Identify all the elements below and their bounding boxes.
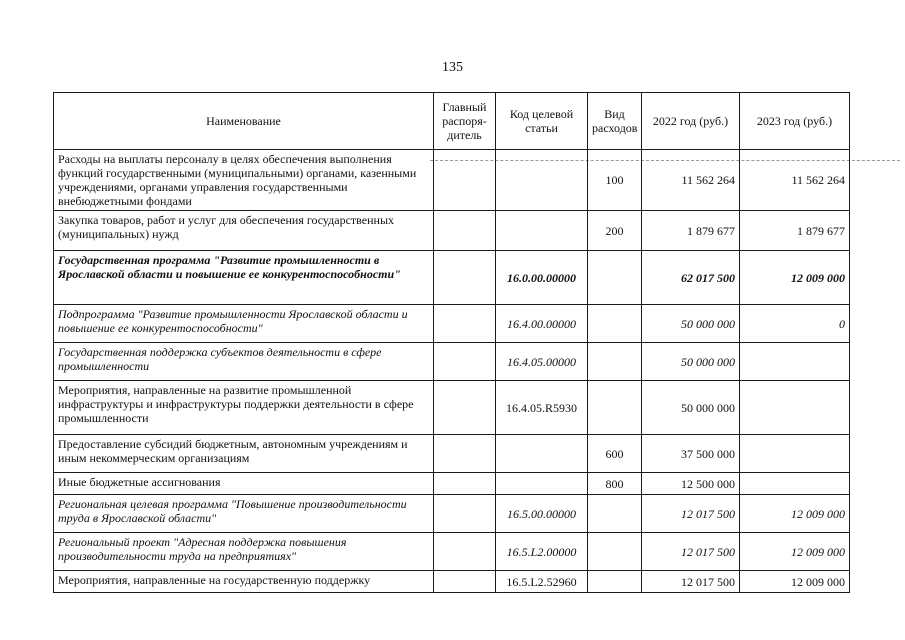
row-type (588, 305, 642, 343)
row-manager (434, 533, 496, 571)
row-type (588, 571, 642, 593)
row-type: 600 (588, 435, 642, 473)
table-row (54, 343, 850, 381)
table-row (54, 251, 850, 305)
row-type: 200 (588, 211, 642, 251)
row-manager (434, 305, 496, 343)
table-header-row (54, 93, 850, 150)
row-2023: 12 009 000 (740, 571, 850, 593)
row-code: 16.5.L2.52960 (496, 571, 588, 593)
row-2023: 12 009 000 (740, 495, 850, 533)
row-2023: 1 879 677 (740, 211, 850, 251)
row-name: Мероприятия, направленные на государственную поддержку (54, 571, 434, 593)
header-2022: 2022 год (руб.) (642, 93, 740, 150)
row-manager (434, 495, 496, 533)
row-2022: 12 500 000 (642, 473, 740, 495)
row-code: 16.5.L2.00000 (496, 533, 588, 571)
row-2022: 50 000 000 (642, 381, 740, 435)
row-2022: 1 879 677 (642, 211, 740, 251)
row-2022: 12 017 500 (642, 495, 740, 533)
row-name: Расходы на выплаты персоналу в целях обеспечения выполнения функций государственными (муниципальными) органами, казенными учреждениями, органами управления государственными внебюджетными фондами (54, 150, 434, 211)
row-code (496, 150, 588, 211)
row-2022: 50 000 000 (642, 343, 740, 381)
row-code (496, 435, 588, 473)
row-manager (434, 251, 496, 305)
row-type (588, 251, 642, 305)
row-code: 16.4.05.R5930 (496, 381, 588, 435)
row-2023 (740, 435, 850, 473)
row-manager (434, 343, 496, 381)
row-code: 16.0.00.00000 (496, 251, 588, 305)
table-row (54, 435, 850, 473)
header-name: Наименование (54, 93, 434, 150)
row-name: Иные бюджетные ассигнования (54, 473, 434, 495)
row-2023 (740, 381, 850, 435)
row-manager (434, 473, 496, 495)
row-name: Государственная программа "Развитие промышленности в Ярославской области и повышение ее конкурентоспособности" (54, 251, 434, 305)
table-row (54, 150, 850, 211)
row-type: 800 (588, 473, 642, 495)
row-2022: 12 017 500 (642, 571, 740, 593)
row-code: 16.4.00.00000 (496, 305, 588, 343)
row-2022: 11 562 264 (642, 150, 740, 211)
row-manager (434, 150, 496, 211)
row-code (496, 473, 588, 495)
header-manager: Главный распоря-дитель (434, 93, 496, 150)
row-name: Мероприятия, направленные на развитие промышленной инфраструктуры и инфраструктуры поддержки деятельности в сфере промышленности (54, 381, 434, 435)
table-row (54, 571, 850, 593)
row-name: Региональная целевая программа "Повышение производительности труда в Ярославской области" (54, 495, 434, 533)
table-row (54, 473, 850, 495)
row-2023: 11 562 264 (740, 150, 850, 211)
row-2022: 50 000 000 (642, 305, 740, 343)
row-2023: 0 (740, 305, 850, 343)
budget-table (53, 92, 850, 593)
row-type (588, 495, 642, 533)
row-2023: 12 009 000 (740, 533, 850, 571)
page-number: 135 (442, 60, 463, 75)
row-type: 100 (588, 150, 642, 211)
row-type (588, 533, 642, 571)
row-2022: 37 500 000 (642, 435, 740, 473)
row-2023 (740, 473, 850, 495)
row-manager (434, 211, 496, 251)
row-2022: 12 017 500 (642, 533, 740, 571)
table-row (54, 495, 850, 533)
row-name: Предоставление субсидий бюджетным, автономным учреждениям и иным некоммерческим организациям (54, 435, 434, 473)
row-manager (434, 435, 496, 473)
row-name: Региональный проект "Адресная поддержка повышения производительности труда на предприятиях" (54, 533, 434, 571)
table-row (54, 381, 850, 435)
row-code: 16.4.05.00000 (496, 343, 588, 381)
header-type: Вид расходов (588, 93, 642, 150)
header-2023: 2023 год (руб.) (740, 93, 850, 150)
table-row (54, 305, 850, 343)
row-code: 16.5.00.00000 (496, 495, 588, 533)
row-name: Закупка товаров, работ и услуг для обеспечения государственных (муниципальных) нужд (54, 211, 434, 251)
row-type (588, 381, 642, 435)
table-row (54, 533, 850, 571)
row-2022: 62 017 500 (642, 251, 740, 305)
header-code: Код целевой статьи (496, 93, 588, 150)
row-manager (434, 571, 496, 593)
row-2023: 12 009 000 (740, 251, 850, 305)
row-name: Подпрограмма "Развитие промышленности Ярославской области и повышение ее конкурентоспособности" (54, 305, 434, 343)
row-code (496, 211, 588, 251)
row-manager (434, 381, 496, 435)
row-2023 (740, 343, 850, 381)
row-name: Государственная поддержка субъектов деятельности в сфере промышленности (54, 343, 434, 381)
row-type (588, 343, 642, 381)
table-row (54, 211, 850, 251)
